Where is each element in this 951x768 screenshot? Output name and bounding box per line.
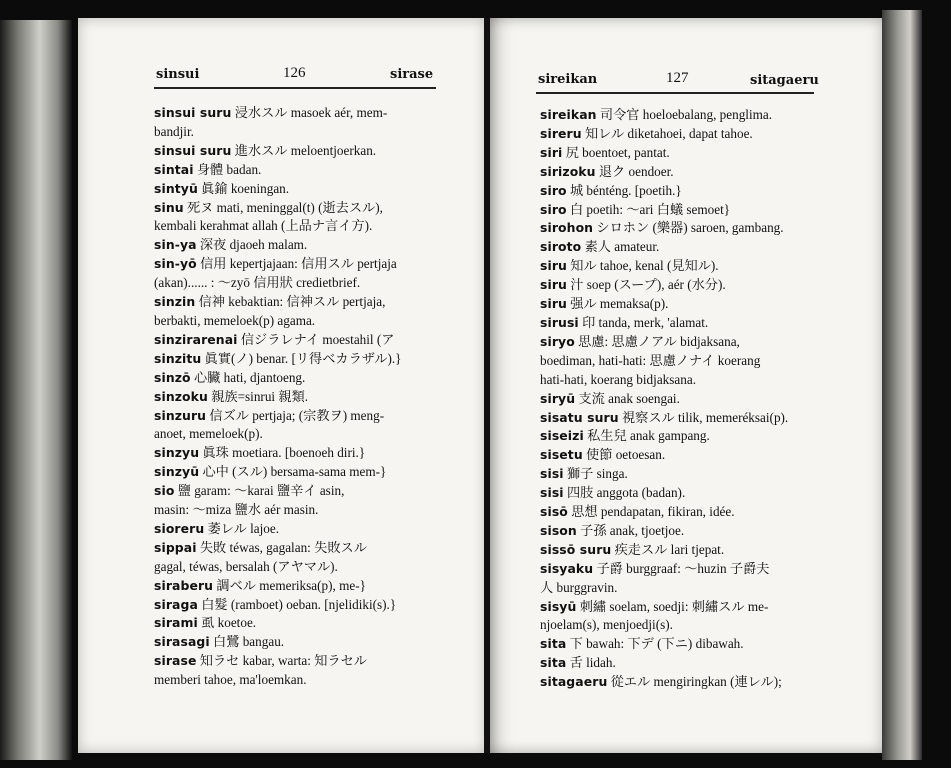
dictionary-entry [154,539,454,558]
dictionary-entry [154,236,454,255]
dictionary-entry [540,106,840,125]
entry-definition: 知レル diketahoei, dapat tahoe. [581,125,753,141]
dictionary-entry [540,635,840,654]
entry-headword: sinzirarenai [154,331,238,347]
entry-definition: 萎レル lajoe. [204,520,280,536]
dictionary-entry [154,180,454,199]
entry-definition: 從エル mengiringkan (連レル); [607,674,782,690]
entry-headword: sinu [154,199,184,215]
entry-definition: 尻 boentoet, pantat. [562,144,670,160]
entry-definition: 思慮: 思慮ノアル bidjaksana, [574,333,740,349]
entry-definition: 刺繡 soelam, soedji: 刺繡スル me- [576,598,769,614]
entry-definition: 視察スル tilik, memeréksai(p). [618,409,789,425]
dictionary-entry [540,257,840,276]
dictionary-entry [154,255,454,274]
dictionary-entry [154,104,454,123]
left-guide-word-first: sinsui [156,67,200,82]
dictionary-entry [154,614,454,633]
left-page [78,18,486,753]
entry-continuation [540,371,840,390]
entry-definition: 知ラセ kabar, warta: 知ラセル [196,653,367,669]
entry-definition: hati-hati, koerang bidjaksana. [540,371,696,387]
dictionary-entry [540,390,840,409]
entry-headword: sisō [540,504,568,520]
entry-definition: 白 poetih: ～ari 白蟻 semoet} [566,201,731,217]
entry-definition: 知ル tahoe, kenal (見知ル). [566,258,719,274]
entry-headword: sisetu [540,447,583,463]
entry-definition: 私生兒 anak gampang. [583,428,710,444]
right-page [486,18,882,753]
dictionary-entry [154,520,454,539]
entry-headword: siru [540,296,567,312]
dictionary-entry [540,295,840,314]
entry-headword: sinzitu [154,350,202,366]
entry-definition: anoet, memeloek(p). [154,426,263,442]
left-page-header [78,18,486,82]
entry-definition: 信ジラレナイ moestahil (ア [237,331,395,347]
entry-headword: sirizoku [540,163,596,179]
entry-headword: sinzuru [154,407,207,423]
entry-definition: gagal, téwas, bersalah (アヤマル). [154,558,338,574]
entry-headword: sisi [540,485,564,501]
entry-definition: 鹽 garam: ～karai 鹽辛イ asin, [174,483,345,499]
entry-definition: 心臟 hati, djantoeng. [190,369,306,385]
entry-definition: 舌 lidah. [566,655,616,671]
entry-headword: sintyū [154,180,198,196]
entry-definition: 親族=sinrui 親類. [207,388,309,404]
entry-continuation [540,616,840,635]
dictionary-entry [154,331,454,350]
dictionary-entry [540,541,840,560]
dictionary-entry [154,633,454,652]
entry-continuation [154,312,454,331]
left-entry-list [154,104,454,690]
entry-headword: siro [540,182,567,198]
entry-headword: sinsui suru [154,105,232,120]
dictionary-entry [154,350,454,369]
entry-headword: sissō suru [540,541,612,557]
entry-headword: siru [540,258,567,274]
entry-definition: 心中 (スル) bersama-sama mem-} [199,464,387,480]
dictionary-entry [540,484,840,503]
entry-headword: sitagaeru [540,674,608,690]
entry-definition: (akan)...... : ～zyō 信用狀 credietbrief. [154,275,361,291]
entry-definition: 信神 kebaktian: 信神スル pertjaja, [195,294,386,310]
entry-headword: sirasagi [154,634,210,650]
right-header-rule [536,92,814,94]
entry-continuation [154,217,454,236]
entry-headword: sisyaku [540,560,594,576]
left-guide-word-last: sirase [390,67,434,82]
dictionary-entry [540,125,840,144]
entry-headword: sio [154,483,175,499]
entry-continuation [154,274,454,293]
entry-definition: 子孫 anak, tjoetjoe. [576,522,685,538]
entry-definition: 四肢 anggota (badan). [563,485,686,501]
left-header-rule [154,87,436,89]
dictionary-entry [154,577,454,596]
entry-headword: sinzoku [154,388,208,404]
entry-definition: 汁 soep (スープ), aér (水分). [566,277,726,293]
dictionary-entry [154,596,454,615]
dictionary-entry [154,407,454,426]
entry-headword: sinzyu [154,445,200,461]
entry-definition: 思想 pendapatan, fikiran, idée. [567,504,735,520]
entry-definition: 城 bénténg. [poetih.} [566,182,682,198]
entry-definition: 死ヌ mati, meninggal(t) (逝去スル), [183,199,383,215]
entry-continuation [154,123,454,142]
dictionary-entry [540,465,840,484]
entry-headword: sin-yō [154,256,197,272]
entry-definition: 人 burggravin. [540,579,618,595]
entry-definition: 深夜 djaoeh malam. [196,237,308,253]
dictionary-entry [154,142,454,161]
entry-definition: njoelam(s), menjoedji(s). [540,617,673,633]
entry-definition: 退ク oendoer. [595,163,674,179]
entry-headword: siseizi [540,428,584,444]
entry-continuation [540,579,840,598]
entry-headword: sireikan [540,107,597,122]
entry-definition: 虱 koetoe. [197,615,257,631]
entry-headword: sireru [540,125,582,141]
dictionary-entry [154,482,454,501]
entry-definition: 信ズル pertjaja; (宗教ヲ) meng- [206,407,385,423]
entry-definition: 獅子 singa. [563,466,628,482]
entry-headword: siryū [540,390,576,406]
entry-headword: sintai [154,161,194,177]
entry-definition: boediman, hati-hati: 思慮ノナイ koerang [540,352,761,368]
dictionary-entry [540,276,840,295]
dictionary-entry [540,163,840,182]
entry-headword: sisatu suru [540,409,619,425]
dictionary-entry [154,388,454,407]
entry-headword: sita [540,636,567,652]
right-guide-word-first: sireikan [538,72,598,87]
dictionary-entry [540,673,840,692]
entry-definition: 進水スル meloentjoerkan. [231,142,377,158]
entry-definition: 使節 oetoesan. [582,447,666,463]
entry-continuation [154,425,454,444]
entry-headword: sirase [154,653,197,669]
entry-definition: 信用 kepertjajaan: 信用スル pertjaja [196,256,397,272]
entry-definition: 失敗 téwas, gagalan: 失敗スル [196,539,367,555]
entry-headword: sinzō [154,369,191,385]
entry-definition: bandjir. [154,123,194,139]
dictionary-entry [540,219,840,238]
entry-headword: sinzin [154,294,196,310]
entry-headword: sison [540,522,577,538]
dictionary-entry [154,652,454,671]
entry-continuation [540,352,840,371]
dictionary-entry [540,522,840,541]
entry-headword: sita [540,655,567,671]
dictionary-entry [154,444,454,463]
dictionary-entry [154,463,454,482]
entry-headword: siroto [540,239,582,255]
entry-definition: berbakti, memeloek(p) agama. [154,312,316,328]
entry-definition: 强ル memaksa(p). [566,296,669,312]
entry-headword: siraga [154,596,198,612]
entry-headword: sin-ya [154,237,197,253]
entry-definition: 印 tanda, merk, 'alamat. [578,314,709,330]
entry-headword: siru [540,277,567,293]
entry-continuation [154,671,454,690]
entry-definition: memberi tahoe, ma'loemkan. [154,672,307,688]
entry-definition: kembali kerahmat allah (上品ナ言イ方). [154,218,373,234]
entry-definition: 眞鍮 koeningan. [197,180,290,196]
entry-definition: 白髮 (ramboet) oeban. [njelidiki(s).} [197,596,397,612]
dictionary-entry [540,201,840,220]
entry-headword: sioreru [154,520,205,536]
entry-headword: sirusi [540,314,579,330]
dictionary-entry [154,293,454,312]
entry-headword: sisi [540,466,564,482]
entry-definition: 眞珠 moetiara. [boenoeh diri.} [199,445,366,461]
dictionary-entry [154,199,454,218]
dictionary-entry [540,446,840,465]
entry-definition: 素人 amateur. [581,239,660,255]
dictionary-entry [540,598,840,617]
dictionary-entry [540,314,840,333]
entry-headword: sirohon [540,220,594,236]
dictionary-entry [540,144,840,163]
entry-definition: 司令官 hoeloebalang, penglima. [596,107,773,122]
entry-definition: 調ベル memeriksa(p), me-} [213,577,366,593]
dictionary-entry [154,161,454,180]
dictionary-entry [540,654,840,673]
dictionary-entry [540,333,840,352]
entry-headword: sirami [154,615,198,631]
entry-headword: siri [540,144,563,160]
book-edge-right [882,10,922,760]
entry-definition: 疾走スル lari tjepat. [611,541,725,557]
entry-definition: 白鷺 bangau. [209,634,285,650]
entry-definition: 支流 anak soengai. [575,390,680,406]
right-page-number: 127 [666,70,689,86]
entry-definition: 子爵 burggraaf: ～huzin 子爵夫 [593,560,770,576]
dictionary-entry [540,409,840,428]
dictionary-entry [154,369,454,388]
dictionary-entry [540,182,840,201]
entry-continuation [154,501,454,520]
dictionary-entry [540,238,840,257]
entry-definition: 下 bawah: 下デ (下ニ) dibawah. [566,636,744,652]
book-edge-left [0,20,72,760]
entry-headword: sippai [154,539,197,555]
entry-headword: siro [540,201,567,217]
entry-headword: siryo [540,333,575,349]
entry-headword: sisyū [540,598,577,614]
dictionary-entry [540,560,840,579]
right-page-header [486,18,882,88]
entry-definition: 身體 badan. [193,161,262,177]
entry-definition: シロホン (樂器) saroen, gambang. [593,220,784,236]
entry-definition: masin: ～miza 鹽水 aér masin. [154,502,319,518]
entry-continuation [154,558,454,577]
right-entry-list [540,106,840,692]
book-gutter [484,18,490,753]
entry-headword: sinsui suru [154,142,232,158]
dictionary-entry [540,427,840,446]
entry-definition: 眞實(ノ) benar. [リ得ベカラザル).} [201,350,402,366]
right-guide-word-last: sitagaeru [750,73,819,88]
entry-definition: 浸水スル masoek aér, mem- [231,105,388,120]
entry-headword: sinzyū [154,464,200,480]
left-page-number: 126 [283,65,306,81]
entry-headword: siraberu [154,577,214,593]
dictionary-entry [540,503,840,522]
